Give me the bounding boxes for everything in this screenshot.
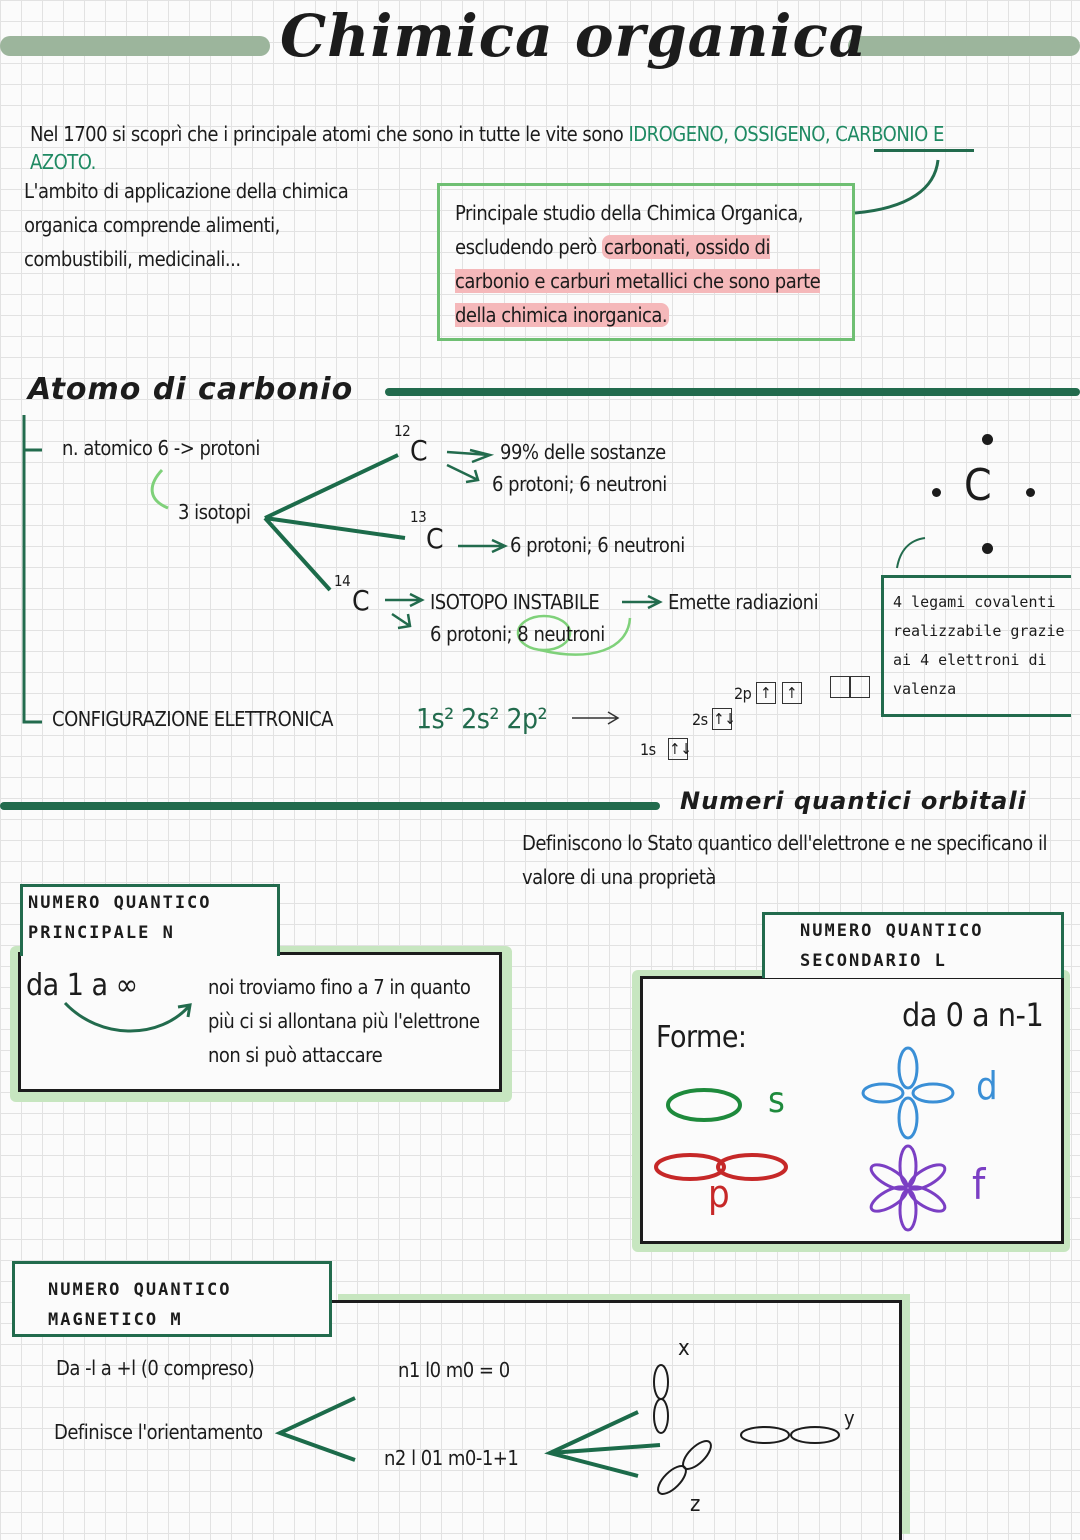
orbital-2s-box: ↑↓ [713, 710, 736, 728]
axis-y: y [844, 1406, 855, 1430]
principale-note: noi troviamo fino a 7 in quanto più ci si allontana più l'elettrone non si può attaccare [208, 975, 480, 1067]
forme-label: Forme: [656, 1020, 747, 1055]
quantici-definition: Definiscono lo Stato quantico dell'elettrone e ne specificano il valore di una proprietà [522, 831, 1047, 889]
row2: n2 l 01 m0-1+1 [384, 1446, 519, 1470]
c13-symbol: C [426, 522, 444, 555]
c12-symbol: C [410, 434, 428, 467]
secondario-title: NUMERO QUANTICO SECONDARIO L [800, 921, 984, 971]
ambito-text: L'ambito di applicazione della chimica organica comprende alimenti, combustibili, medicinali... [24, 179, 349, 271]
orbital-1s-box: ↑↓ [669, 740, 692, 758]
orbital-1s [640, 738, 692, 760]
orbital-2p-box [850, 676, 870, 698]
c13-mass: 13 [410, 508, 427, 526]
axis-x: x [678, 1336, 690, 1361]
axis-z: z [690, 1492, 700, 1517]
shape-p-label: p [708, 1172, 730, 1216]
lewis-dot-bottom [982, 543, 993, 554]
box-highlight: carbonati, ossido di carbonio e carburi metallici che sono parte della chimica inorganica. [455, 235, 821, 327]
carbonio-heading: Atomo di carbonio [28, 372, 354, 407]
atomic-number: n. atomico 6 -> protoni [62, 436, 260, 460]
orbital-1s-label: 1s [640, 740, 656, 759]
c12-mass: 12 [394, 422, 411, 440]
magnetico-diagram [260, 1340, 880, 1526]
quantici-heading: Numeri quantici orbitali [680, 787, 1027, 815]
page-title: Chimica organica [280, 2, 868, 70]
intro-line-start: Nel 1700 si scoprì che i principale atomi che sono in tutte le vite sono [30, 122, 624, 146]
orbital-2p [734, 676, 870, 704]
orbital-2p-box [830, 676, 850, 698]
carbonio-heading-line [385, 388, 1080, 396]
isotopi-label: 3 isotopi [178, 500, 251, 524]
orbital-2s [692, 708, 736, 730]
c12-line1: 99% delle sostanze [500, 440, 666, 464]
box-connector [850, 148, 950, 218]
lewis-dot-left [932, 488, 941, 497]
principale-arrow [60, 995, 200, 1045]
magnetico-def: Definisce l'orientamento [54, 1420, 263, 1444]
principale-range: da 1 a ∞ [26, 968, 138, 1003]
secondario-range: da 0 a n-1 [902, 996, 1044, 1034]
lewis-symbol: C [964, 460, 992, 511]
row1: n1 l0 m0 = 0 [398, 1358, 510, 1382]
orbital-2p-box: ↑ [782, 682, 802, 704]
magnetico-title: NUMERO QUANTICO MAGNETICO M [48, 1280, 232, 1330]
magnetico-range: Da -l a +l (0 compreso) [56, 1356, 255, 1380]
c13-line: 6 protoni; 6 neutroni [510, 533, 685, 557]
title-bar-right [848, 36, 1080, 56]
c14-symbol: C [352, 584, 370, 617]
orbital-2s-label: 2s [692, 710, 708, 729]
config-label: CONFIGURAZIONE ELETTRONICA [52, 707, 333, 731]
c14-emits: Emette radiazioni [668, 590, 819, 614]
title-bar-left [0, 36, 270, 56]
orbital-2p-label: 2p [734, 684, 752, 703]
lewis-dot-right [1026, 488, 1035, 497]
orbital-2p-box: ↑ [756, 682, 776, 704]
intro-elements: IDROGENO, OSSIGENO, CARBONIO E [628, 122, 944, 146]
lewis-dot-top [982, 434, 993, 445]
principale-title: NUMERO QUANTICO PRINCIPALE N [28, 893, 212, 943]
box-text [455, 196, 845, 332]
box-plain: Principale studio della Chimica Organica, escludendo però [455, 201, 803, 259]
shape-f-label: f [972, 1160, 985, 1209]
c14-line2: 6 protoni; 8 neutroni [430, 622, 605, 646]
lewis-note: 4 legami covalenti realizzabile grazie ai 4 elettroni di valenza [893, 593, 1065, 698]
quantici-heading-line [0, 802, 660, 810]
c14-line1: ISOTOPO INSTABILE [430, 590, 600, 614]
shape-d-label: d [976, 1064, 998, 1108]
shape-s-label: s [768, 1080, 785, 1121]
c14-mass: 14 [334, 572, 351, 590]
c12-line2: 6 protoni; 6 neutroni [492, 472, 667, 496]
config-value: 1s² 2s² 2p² [416, 702, 548, 735]
intro-elements-end: AZOTO. [30, 150, 96, 174]
intro-text [30, 118, 1020, 150]
